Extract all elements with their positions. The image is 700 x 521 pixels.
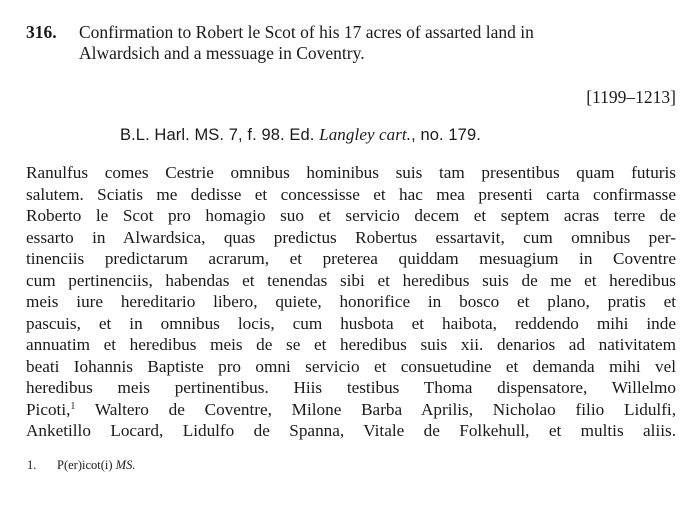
charter-line-with-footnote bbox=[26, 399, 676, 421]
entry-title-line-1: Confirmation to Robert le Scot of his 17 acres of assarted land in bbox=[79, 22, 534, 42]
entry-title-line-2: Alwardsich and a messuage in Coventry. bbox=[79, 43, 365, 63]
footnote-ms: MS. bbox=[115, 458, 136, 472]
entry-number: 316. bbox=[26, 22, 57, 42]
footnote-reference-mark: 1 bbox=[70, 400, 76, 412]
charter-line: pascuis, et in omnibus locis, cum husbota et haibota, reddendo mihi inde bbox=[26, 313, 676, 333]
charter-line-12-end: Waltero de Coventre, Milone Barba Aprilis, Nicholao filio Lidulfi, bbox=[75, 399, 676, 419]
footnote-number: 1. bbox=[27, 458, 37, 472]
charter-line: tinenciis predictarum acrarum, et preterea quiddam mesuagium in Coventre bbox=[26, 249, 676, 268]
entry-heading bbox=[26, 22, 676, 64]
entry-date: [1199–1213] bbox=[586, 87, 676, 107]
charter-line: Anketillo Locard, Lidulfo de Spanna, Vitale de Folkehull, et multis aliis. bbox=[26, 421, 676, 440]
source-prefix: B.L. Harl. MS. 7, f. 98. Ed. bbox=[120, 126, 315, 144]
charter-line: salutem. Sciatis me dedisse et concessisse et hac mea presenti carta confirmasse bbox=[26, 184, 676, 204]
charter-line: essarto in Alwardsica, quas predictus Robertus essartavit, cum omnibus per- bbox=[26, 227, 676, 247]
charter-line: annuatim et heredibus meis de se et heredibus suis xii. denarios ad nativitatem bbox=[26, 335, 676, 354]
charter-line-12-start: Picoti, bbox=[26, 399, 71, 419]
charter-line: Ranulfus comes Cestrie omnibus hominibus suis tam presentibus quam futuris bbox=[26, 163, 676, 182]
source-edition: Langley cart. bbox=[319, 125, 412, 144]
charter-line: cum pertinenciis, habendas et tenendas sibi et heredibus suis de me et heredibus bbox=[26, 270, 676, 290]
charter-line: meis iure hereditario libero, quiete, honorifice in bosco et plano, pratis et bbox=[26, 292, 676, 311]
source-citation bbox=[120, 124, 481, 146]
footnote-text: P(er)icot(i) bbox=[57, 458, 113, 472]
charter-line: heredibus meis pertinentibus. Hiis testibus Thoma dispensatore, Willelmo bbox=[26, 378, 676, 397]
charter-text bbox=[26, 162, 676, 442]
charter-line: Roberto le Scot pro homagio suo et servicio decem et septem acras terre de bbox=[26, 206, 676, 225]
entry-title bbox=[79, 22, 676, 64]
charter-line: beati Iohannis Baptiste pro omni servicio et consuetudine et demanda mihi vel bbox=[26, 356, 676, 376]
footnote bbox=[27, 457, 135, 473]
source-suffix: , no. 179. bbox=[411, 126, 481, 144]
